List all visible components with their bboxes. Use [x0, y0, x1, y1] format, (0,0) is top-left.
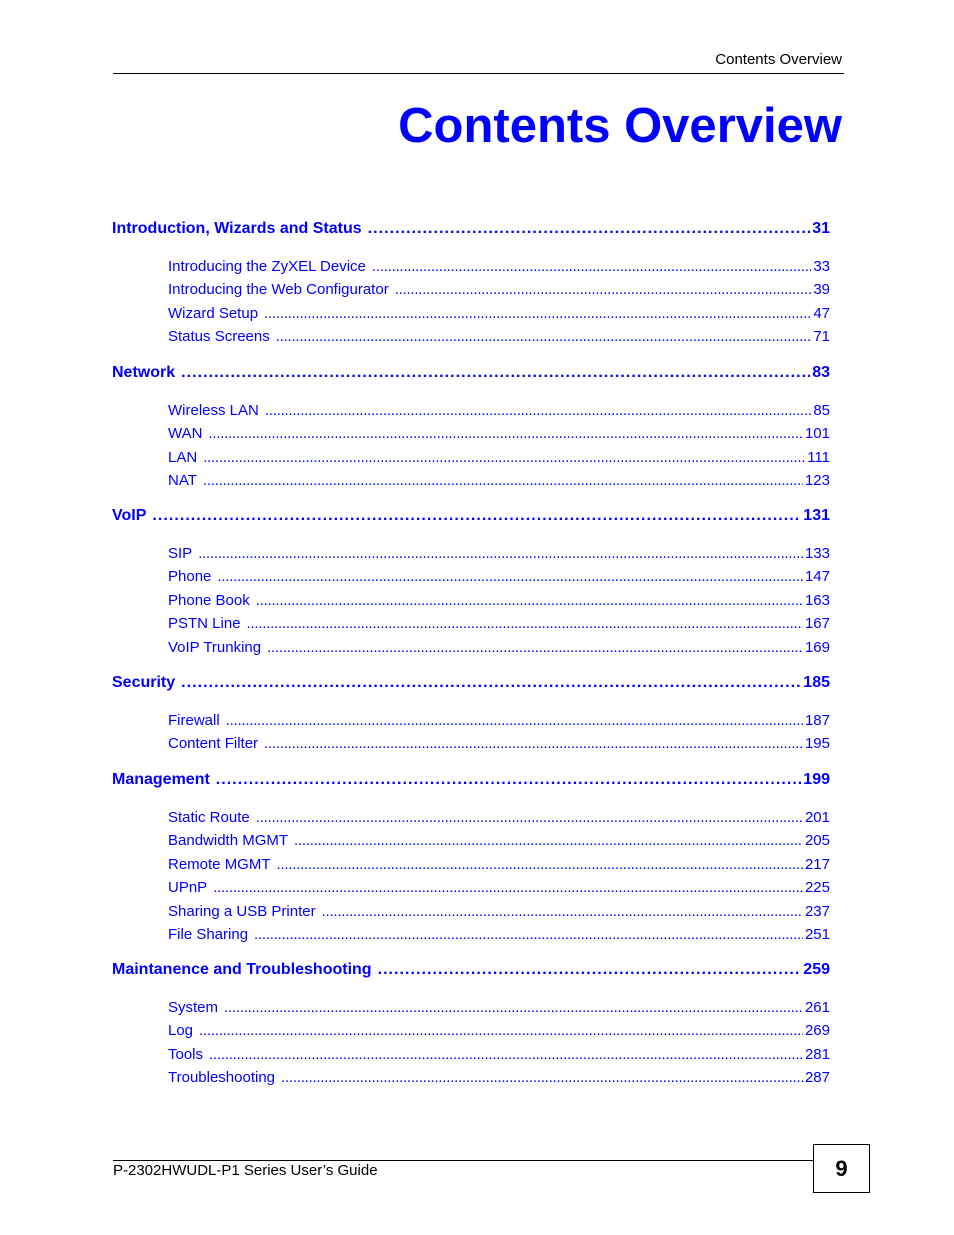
- toc-chapter-entry[interactable]: [168, 831, 830, 851]
- toc-chapter-entry[interactable]: [168, 734, 830, 754]
- toc-part-entry[interactable]: [112, 673, 830, 693]
- page-title: Contents Overview: [398, 99, 842, 153]
- toc-chapter-label: NAT: [168, 472, 197, 490]
- toc-part-page: 199: [803, 771, 830, 788]
- toc-chapter-entry[interactable]: [168, 614, 830, 634]
- toc-chapter-label: Phone Book: [168, 591, 250, 609]
- toc-chapter-entry[interactable]: [168, 808, 830, 828]
- toc-leader: [209, 1045, 803, 1065]
- toc-chapter-label: Firewall: [168, 712, 220, 729]
- toc-chapter-page: 251: [804, 926, 830, 943]
- toc-chapter-entry[interactable]: [168, 471, 830, 491]
- toc-leader: [256, 591, 803, 611]
- toc-chapter-label: Sharing a USB Printer: [168, 902, 316, 920]
- toc-chapter-entry[interactable]: [168, 567, 830, 587]
- toc-leader: [213, 878, 803, 898]
- toc-leader: [216, 770, 802, 790]
- toc-leader: [267, 638, 803, 658]
- toc-chapter-entry[interactable]: [168, 257, 830, 277]
- toc-chapter-page: 269: [804, 1022, 830, 1040]
- toc-chapter-label: Bandwidth MGMT: [168, 832, 289, 850]
- toc-chapter-page: 201: [804, 809, 830, 826]
- toc-leader: [395, 280, 812, 300]
- toc-chapter-page: 47: [813, 304, 830, 322]
- toc-leader: [198, 544, 803, 564]
- toc-chapter-label: Remote MGMT: [168, 855, 271, 873]
- toc-chapter-entry[interactable]: [168, 1021, 830, 1041]
- toc-leader: [294, 831, 803, 851]
- toc-chapter-page: 133: [804, 545, 830, 562]
- toc-leader: [247, 614, 803, 634]
- toc-leader: [368, 219, 811, 239]
- toc-leader: [281, 1068, 803, 1088]
- toc-chapter-label: Content Filter: [168, 735, 259, 753]
- toc-part-page: 259: [803, 961, 830, 978]
- toc-chapter-entry[interactable]: [168, 998, 830, 1018]
- toc-leader: [256, 808, 803, 828]
- toc-part-label: VoIP: [112, 507, 147, 524]
- toc-part-entry[interactable]: [112, 506, 830, 526]
- toc-chapter-page: 281: [804, 1045, 830, 1063]
- toc-chapter-page: 225: [804, 879, 830, 897]
- toc-chapter-entry[interactable]: [168, 280, 830, 300]
- toc-leader: [378, 960, 802, 980]
- toc-leader: [322, 902, 803, 922]
- toc-chapter-label: Status Screens: [168, 328, 270, 346]
- toc-leader: [203, 448, 805, 468]
- toc-leader: [181, 673, 801, 693]
- toc-chapter-label: Log: [168, 1022, 194, 1040]
- toc-leader: [264, 734, 803, 754]
- toc-part-label: Network: [112, 364, 176, 381]
- toc-part-entry[interactable]: [112, 960, 830, 980]
- toc-leader: [372, 257, 811, 277]
- toc-chapter-page: 147: [804, 568, 830, 586]
- toc-part-label: Introduction, Wizards and Status: [112, 220, 362, 237]
- toc-part-entry[interactable]: [112, 770, 830, 790]
- toc-part-entry[interactable]: [112, 219, 830, 239]
- toc-chapter-entry[interactable]: [168, 424, 830, 444]
- toc-chapter-page: 33: [813, 258, 830, 275]
- toc-chapter-label: Introducing the Web Configurator: [168, 281, 389, 299]
- toc-chapter-label: VoIP Trunking: [168, 638, 262, 656]
- toc-chapter-page: 39: [813, 281, 830, 299]
- toc-chapter-label: Troubleshooting: [168, 1069, 276, 1087]
- toc-chapter-label: System: [168, 999, 219, 1016]
- toc-chapter-entry[interactable]: [168, 327, 830, 347]
- toc-chapter-entry[interactable]: [168, 711, 830, 731]
- toc-chapter-page: 169: [804, 638, 830, 656]
- toc-chapter-label: Tools: [168, 1045, 204, 1063]
- toc-chapter-label: Phone: [168, 568, 212, 586]
- toc-chapter-entry[interactable]: [168, 855, 830, 875]
- toc-chapter-entry[interactable]: [168, 304, 830, 324]
- toc-leader: [254, 925, 803, 945]
- toc-chapter-label: UPnP: [168, 879, 208, 897]
- toc-leader: [277, 855, 803, 875]
- toc-chapter-entry[interactable]: [168, 925, 830, 945]
- footer-rule: [113, 1160, 813, 1161]
- toc-chapter-label: SIP: [168, 545, 193, 562]
- toc-chapter-label: Wireless LAN: [168, 402, 259, 419]
- toc-chapter-entry[interactable]: [168, 1045, 830, 1065]
- toc-part-entry[interactable]: [112, 363, 830, 383]
- running-header: Contents Overview: [715, 51, 842, 68]
- toc-chapter-page: 217: [804, 855, 830, 873]
- toc-chapter-entry[interactable]: [168, 401, 830, 421]
- toc-chapter-label: LAN: [168, 448, 198, 466]
- toc-chapter-entry[interactable]: [168, 591, 830, 611]
- toc-chapter-page: 71: [813, 328, 830, 346]
- toc-part-label: Security: [112, 674, 176, 691]
- toc-leader: [224, 998, 803, 1018]
- toc-leader: [152, 506, 801, 526]
- toc-chapter-page: 101: [804, 425, 830, 443]
- toc-leader: [208, 424, 803, 444]
- toc-chapter-entry[interactable]: [168, 1068, 830, 1088]
- toc-chapter-entry[interactable]: [168, 638, 830, 658]
- toc-chapter-page: 261: [804, 999, 830, 1016]
- toc-chapter-page: 187: [804, 712, 830, 729]
- toc-leader: [203, 471, 803, 491]
- toc-chapter-label: Static Route: [168, 809, 250, 826]
- toc-chapter-page: 123: [804, 472, 830, 490]
- toc-leader: [264, 304, 811, 324]
- toc-part-label: Maintanence and Troubleshooting: [112, 961, 372, 978]
- toc-part-page: 185: [803, 674, 830, 691]
- toc-chapter-label: PSTN Line: [168, 615, 241, 633]
- toc-chapter-page: 85: [813, 402, 830, 419]
- toc-chapter-entry[interactable]: [168, 878, 830, 898]
- page-number-box: [813, 1144, 870, 1193]
- toc-part-label: Management: [112, 771, 210, 788]
- footer-guide-name: P-2302HWUDL-P1 Series User’s Guide: [113, 1162, 378, 1179]
- toc-leader: [265, 401, 811, 421]
- toc-chapter-page: 163: [804, 591, 830, 609]
- toc-part-page: 31: [812, 220, 830, 237]
- toc-chapter-page: 205: [804, 832, 830, 850]
- toc-leader: [276, 327, 812, 347]
- toc-chapter-page: 111: [807, 448, 830, 466]
- toc-part-page: 83: [812, 364, 830, 381]
- toc-chapter-label: WAN: [168, 425, 203, 443]
- toc-chapter-page: 167: [804, 615, 830, 633]
- toc-chapter-label: Wizard Setup: [168, 304, 259, 322]
- toc-leader: [217, 567, 803, 587]
- toc-chapter-page: 287: [804, 1069, 830, 1087]
- toc-chapter-page: 237: [804, 902, 830, 920]
- toc-chapter-entry[interactable]: [168, 902, 830, 922]
- toc-chapter-label: Introducing the ZyXEL Device: [168, 258, 366, 275]
- toc-chapter-page: 195: [804, 735, 830, 753]
- toc-leader: [226, 711, 803, 731]
- toc-chapter-label: File Sharing: [168, 926, 249, 943]
- toc-chapter-entry[interactable]: [168, 544, 830, 564]
- toc-leader: [199, 1021, 803, 1041]
- header-rule: [113, 73, 844, 74]
- toc-leader: [181, 363, 810, 383]
- page-number: 9: [835, 1155, 848, 1181]
- toc-part-page: 131: [803, 507, 830, 524]
- toc-chapter-entry[interactable]: [168, 448, 830, 468]
